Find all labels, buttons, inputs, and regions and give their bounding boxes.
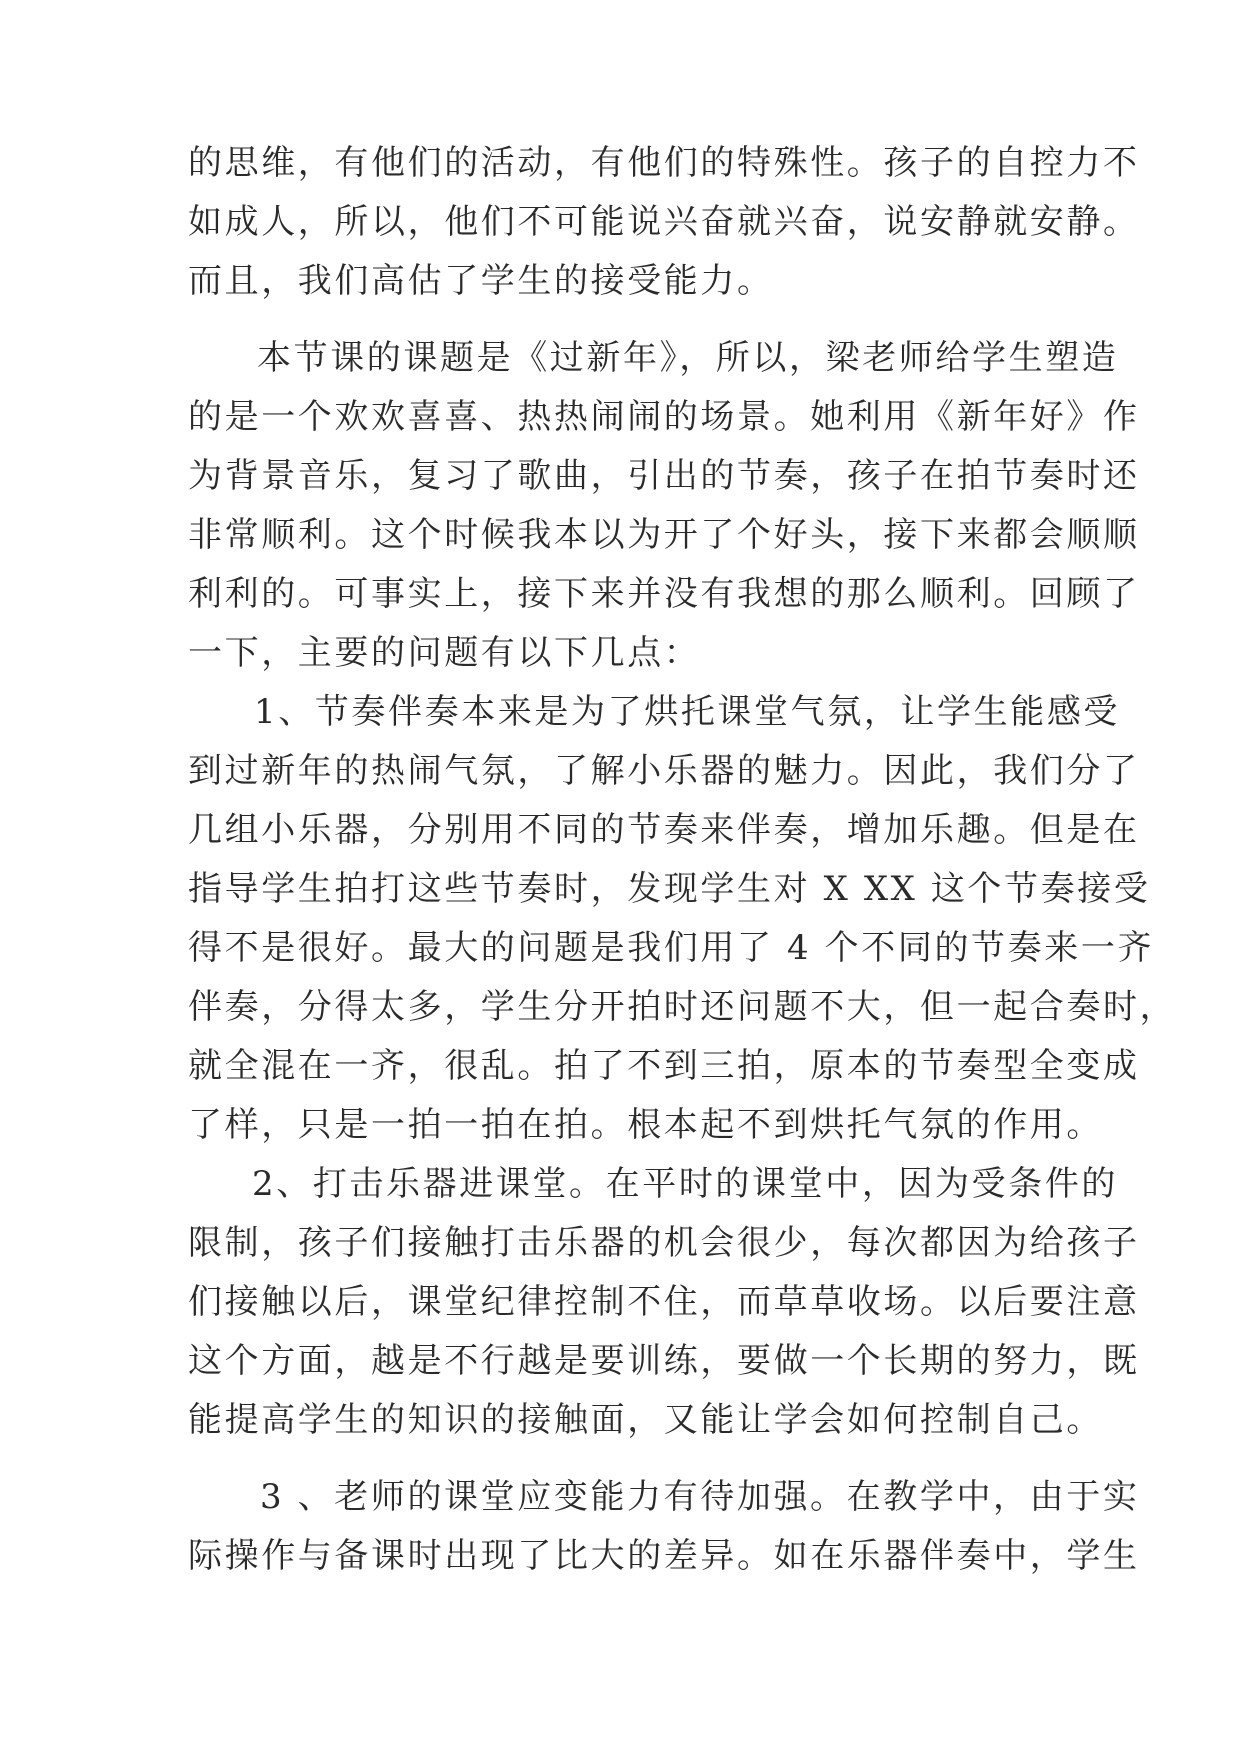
text-line: 一下，主要的问题有以下几点： [188,633,701,673]
text-line: 2、打击乐器进课堂。在平时的课堂中，因为受条件的 [252,1164,1119,1204]
text-line: 如成人，所以，他们不可能说兴奋就兴奋，说安静就安静。 [188,202,1140,242]
text-line: 本节课的课题是《过新年》，所以，梁老师给学生塑造 [257,338,1119,378]
text-line: 们接触以后，课堂纪律控制不住，而草草收场。以后要注意 [188,1282,1140,1322]
text-line: 得不是很好。最大的问题是我们用了 4 个不同的节奏来一齐 [188,928,1155,968]
text-line: 到过新年的热闹气氛，了解小乐器的魅力。因此，我们分了 [188,751,1140,791]
text-line: 限制，孩子们接触打击乐器的机会很少，每次都因为给孩子 [188,1223,1140,1263]
text-line: 际操作与备课时出现了比大的差异。如在乐器伴奏中，学生 [188,1536,1140,1576]
text-line: 的思维，有他们的活动，有他们的特殊性。孩子的自控力不 [188,143,1140,183]
text-line: 这个方面，越是不行越是要训练，要做一个长期的努力，既 [188,1341,1140,1381]
text-line: 了样，只是一拍一拍在拍。根本起不到烘托气氛的作用。 [188,1105,1103,1145]
text-line: 伴奏，分得太多，学生分开拍时还问题不大，但一起合奏时， [188,987,1177,1027]
text-line: 指导学生拍打这些节奏时，发现学生对 X XX 这个节奏接受 [188,869,1151,909]
text-line: 而且，我们高估了学生的接受能力。 [188,261,774,301]
text-line: 非常顺利。这个时候我本以为开了个好头，接下来都会顺顺 [188,515,1140,555]
text-line: 3 、老师的课堂应变能力有待加强。在教学中，由于实 [260,1477,1140,1517]
text-line: 利利的。可事实上，接下来并没有我想的那么顺利。回顾了 [188,574,1140,614]
text-line: 1、节奏伴奏本来是为了烘托课堂气氛，让学生能感受 [254,692,1121,732]
text-line: 能提高学生的知识的接触面，又能让学会如何控制自己。 [188,1400,1103,1440]
text-line: 的是一个欢欢喜喜、热热闹闹的场景。她利用《新年好》作 [188,397,1140,437]
text-line: 就全混在一齐，很乱。拍了不到三拍，原本的节奏型全变成 [188,1046,1140,1086]
text-line: 几组小乐器，分别用不同的节奏来伴奏，增加乐趣。但是在 [188,810,1140,850]
text-line: 为背景音乐，复习了歌曲，引出的节奏，孩子在拍节奏时还 [188,456,1140,496]
